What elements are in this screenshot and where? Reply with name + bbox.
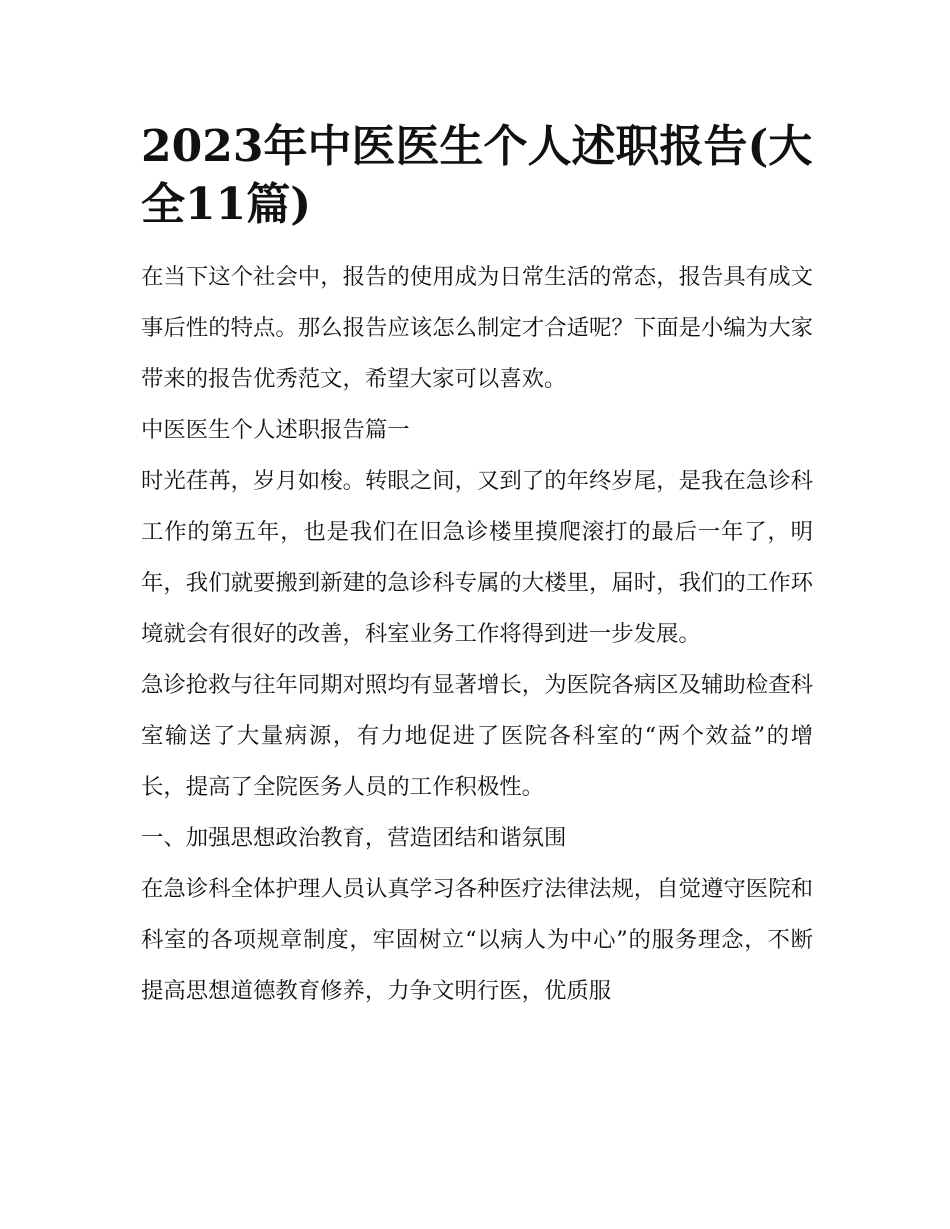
section-heading-political-education: 一、加强思想政治教育，营造团结和谐氛围 [141, 825, 567, 851]
body-paragraph: 在急诊科全体护理人员认真学习各种医疗法律法规，自觉遵守医院和科室的各项规章制度，牢固树立“以病人为中心”的服务理念，不断提高思想道德教育修养，力争文明行医，优质服 [141, 876, 813, 1004]
section-heading-chapter-one: 中医医生个人述职报告篇一 [141, 417, 410, 443]
body-paragraph: 时光荏苒，岁月如梭。转眼之间，又到了的年终岁尾，是我在急诊科工作的第五年，也是我们在旧急诊楼里摸爬滚打的最后一年了，明年，我们就要搬到新建的急诊科专属的大楼里，届时，我们的工作环境就会有很好的改善，科室业务工作将得到进一步发展。 [141, 468, 813, 647]
document-title: 2023年中医医生个人述职报告(大全11篇) [141, 121, 813, 230]
intro-paragraph: 在当下这个社会中，报告的使用成为日常生活的常态，报告具有成文事后性的特点。那么报告应该怎么制定才合适呢？下面是小编为大家带来的报告优秀范文，希望大家可以喜欢。 [141, 264, 813, 392]
document-page [141, 118, 813, 1017]
body-paragraph: 急诊抢救与往年同期对照均有显著增长，为医院各病区及辅助检查科室输送了大量病源，有力地促进了医院各科室的“两个效益”的增长，提高了全院医务人员的工作积极性。 [141, 672, 813, 800]
